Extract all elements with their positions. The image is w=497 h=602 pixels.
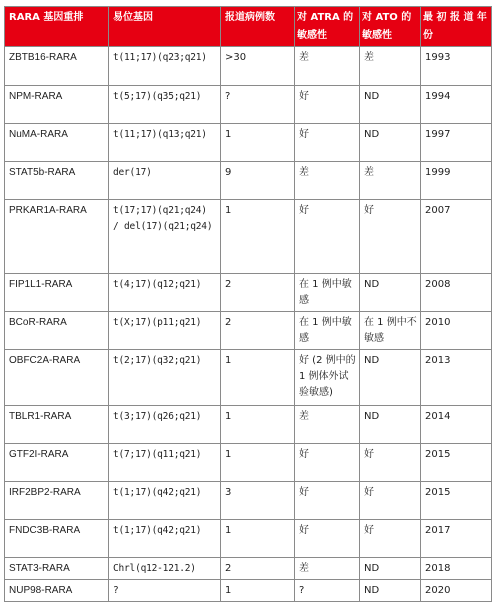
cell-ato: ND	[360, 124, 421, 162]
cell-cases: 1	[221, 350, 295, 406]
cell-gene: STAT3-RARA	[5, 558, 109, 580]
header-atra: 对 ATRA 的敏感性	[295, 7, 360, 47]
cell-atra: 好	[295, 444, 360, 482]
header-cases: 报道病例数	[221, 7, 295, 47]
rara-fusion-table	[4, 6, 492, 602]
cell-year: 1994	[421, 86, 492, 124]
cell-year: 2015	[421, 444, 492, 482]
table-row	[5, 162, 492, 200]
cell-cases: 1	[221, 580, 295, 602]
cell-atra: 好	[295, 520, 360, 558]
cell-year: 2018	[421, 558, 492, 580]
table-row	[5, 482, 492, 520]
cell-year: 2015	[421, 482, 492, 520]
cell-cases: 3	[221, 482, 295, 520]
cell-year: 2014	[421, 406, 492, 444]
cell-translocation: der(17)	[109, 162, 221, 200]
table-row	[5, 86, 492, 124]
cell-atra: 差	[295, 406, 360, 444]
cell-ato: 好	[360, 482, 421, 520]
header-year: 最 初 报 道 年份	[421, 7, 492, 47]
cell-atra: 差	[295, 558, 360, 580]
cell-ato: ND	[360, 580, 421, 602]
cell-ato: 好	[360, 520, 421, 558]
table-row	[5, 444, 492, 482]
cell-ato: ND	[360, 406, 421, 444]
table-row	[5, 312, 492, 350]
cell-gene: PRKAR1A-RARA	[5, 200, 109, 274]
cell-year: 2007	[421, 200, 492, 274]
cell-cases: 1	[221, 200, 295, 274]
cell-translocation: t(11;17)(q13;q21)	[109, 124, 221, 162]
table-row	[5, 274, 492, 312]
cell-translocation: t(11;17)(q23;q21)	[109, 47, 221, 86]
cell-translocation: Chrl(q12-121.2)	[109, 558, 221, 580]
cell-gene: FNDC3B-RARA	[5, 520, 109, 558]
cell-cases: 1	[221, 124, 295, 162]
cell-gene: FIP1L1-RARA	[5, 274, 109, 312]
cell-translocation: t(1;17)(q42;q21)	[109, 482, 221, 520]
cell-translocation: t(4;17)(q12;q21)	[109, 274, 221, 312]
cell-ato: 在 1 例中不敏感	[360, 312, 421, 350]
cell-ato: 差	[360, 47, 421, 86]
cell-ato: ND	[360, 274, 421, 312]
cell-gene: NuMA-RARA	[5, 124, 109, 162]
cell-year: 2017	[421, 520, 492, 558]
table-row	[5, 520, 492, 558]
cell-year: 2013	[421, 350, 492, 406]
cell-cases: 1	[221, 406, 295, 444]
cell-atra: 在 1 例中敏感	[295, 274, 360, 312]
cell-gene: TBLR1-RARA	[5, 406, 109, 444]
cell-atra: 差	[295, 162, 360, 200]
cell-atra: 好	[295, 124, 360, 162]
cell-gene: OBFC2A-RARA	[5, 350, 109, 406]
cell-ato: 好	[360, 200, 421, 274]
cell-atra: 好	[295, 86, 360, 124]
cell-atra: 在 1 例中敏感	[295, 312, 360, 350]
header-gene: RARA 基因重排	[5, 7, 109, 47]
table-row	[5, 124, 492, 162]
cell-cases: 2	[221, 274, 295, 312]
table-row	[5, 580, 492, 602]
cell-atra: 差	[295, 47, 360, 86]
cell-translocation: t(2;17)(q32;q21)	[109, 350, 221, 406]
cell-year: 2008	[421, 274, 492, 312]
cell-ato: ND	[360, 350, 421, 406]
cell-gene: IRF2BP2-RARA	[5, 482, 109, 520]
cell-year: 2010	[421, 312, 492, 350]
cell-translocation: t(5;17)(q35;q21)	[109, 86, 221, 124]
cell-cases: ?	[221, 86, 295, 124]
cell-gene: ZBTB16-RARA	[5, 47, 109, 86]
cell-translocation: t(3;17)(q26;q21)	[109, 406, 221, 444]
cell-translocation: ?	[109, 580, 221, 602]
table-row	[5, 47, 492, 86]
cell-year: 1997	[421, 124, 492, 162]
cell-cases: 9	[221, 162, 295, 200]
cell-atra: ?	[295, 580, 360, 602]
cell-gene: GTF2I-RARA	[5, 444, 109, 482]
cell-cases: 2	[221, 312, 295, 350]
cell-cases: 1	[221, 444, 295, 482]
cell-atra: 好	[295, 482, 360, 520]
rara-fusion-table-container	[4, 6, 492, 602]
header-translocation: 易位基因	[109, 7, 221, 47]
cell-gene: NPM-RARA	[5, 86, 109, 124]
cell-atra: 好	[295, 200, 360, 274]
cell-translocation: t(X;17)(p11;q21)	[109, 312, 221, 350]
cell-translocation: t(7;17)(q11;q21)	[109, 444, 221, 482]
table-row	[5, 558, 492, 580]
cell-year: 1993	[421, 47, 492, 86]
cell-ato: 好	[360, 444, 421, 482]
cell-cases: 2	[221, 558, 295, 580]
table-header-row	[5, 7, 492, 47]
cell-year: 1999	[421, 162, 492, 200]
cell-translocation: t(1;17)(q42;q21)	[109, 520, 221, 558]
table-row	[5, 200, 492, 274]
cell-year: 2020	[421, 580, 492, 602]
cell-gene: BCoR-RARA	[5, 312, 109, 350]
header-ato: 对 ATO 的敏感性	[360, 7, 421, 47]
cell-ato: ND	[360, 86, 421, 124]
cell-translocation: t(17;17)(q21;q24) / del(17)(q21;q24)	[109, 200, 221, 274]
cell-ato: ND	[360, 558, 421, 580]
table-row	[5, 406, 492, 444]
cell-atra: 好 (2 例中的 1 例体外试验敏感)	[295, 350, 360, 406]
cell-ato: 差	[360, 162, 421, 200]
cell-gene: NUP98-RARA	[5, 580, 109, 602]
table-row	[5, 350, 492, 406]
cell-gene: STAT5b-RARA	[5, 162, 109, 200]
cell-cases: 1	[221, 520, 295, 558]
cell-cases: >30	[221, 47, 295, 86]
